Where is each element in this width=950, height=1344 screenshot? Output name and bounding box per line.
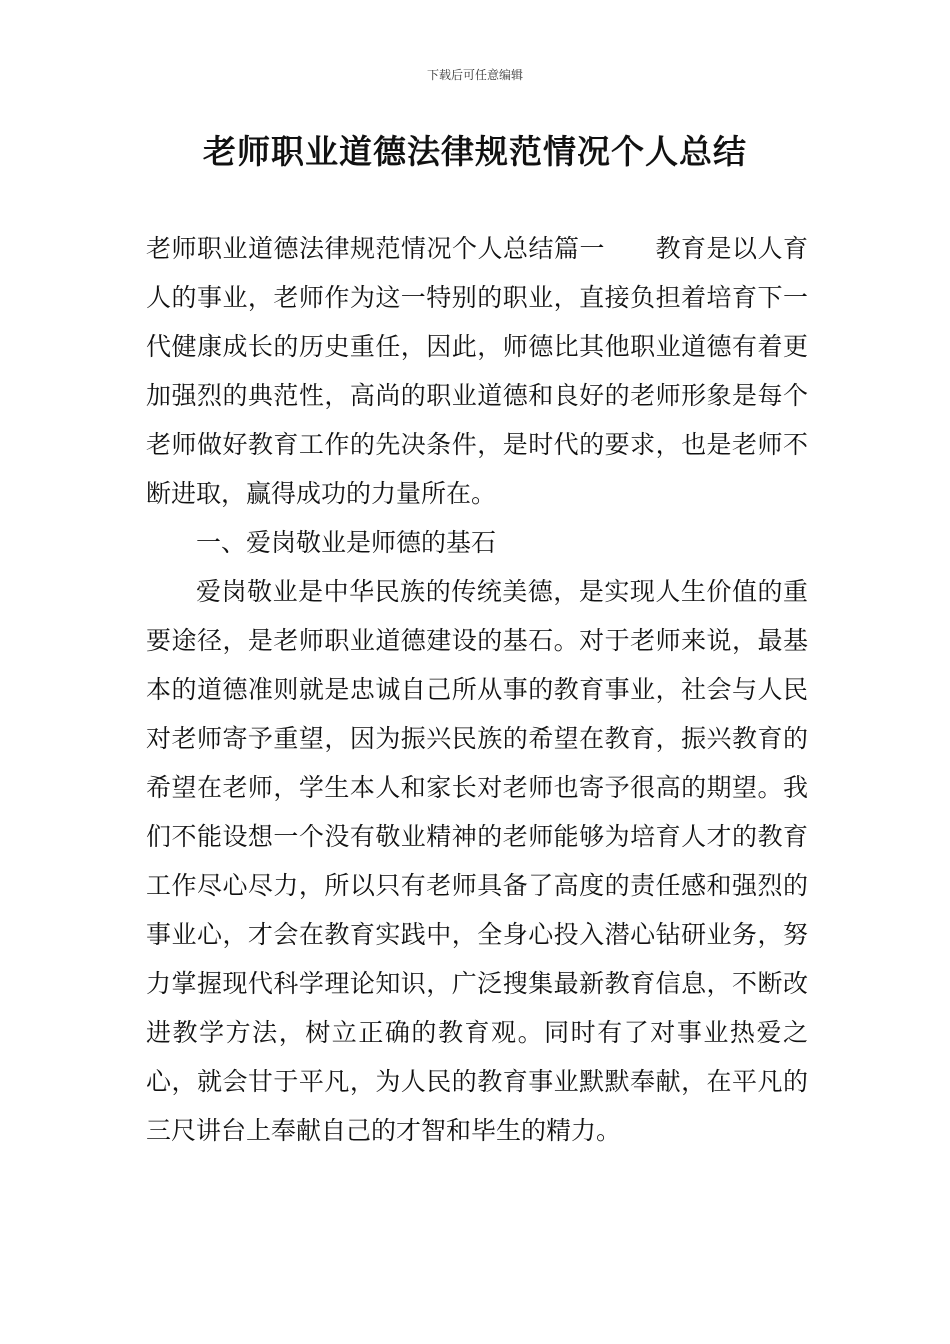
body-paragraph-1: 爱岗敬业是中华民族的传统美德，是实现人生价值的重要途径，是老师职业道德建设的基石。对于老师来说，最基本的道德准则就是忠诚自己所从事的教育事业，社会与人民对老师寄予重望，因为振兴民族的希望在教育，振兴教育的希望在老师，学生本人和家长对老师也寄予很高的期望。我们不能设想一个没有敬业精神的老师能够为培育人才的教育工作尽心尽力，所以只有老师具备了高度的责任感和强烈的事业心，才会在教育实践中，全身心投入潜心钻研业务，努力掌握现代科学理论知识，广泛搜集最新教育信息，不断改进教学方法，树立正确的教育观。同时有了对事业热爱之心，就会甘于平凡，为人民的教育事业默默奉献，在平凡的三尺讲台上奉献自己的才智和毕生的精力。 bbox=[146, 577, 808, 1145]
intro-text: 教育是以人育人的事业，老师作为这一特别的职业，直接负担着培育下一代健康成长的历史重任，因此，师德比其他职业道德有着更加强烈的典范性，高尚的职业道德和良好的老师形象是每个老师做好教育工作的先决条件，是时代的要求，也是老师不断进取，赢得成功的力量所在。 bbox=[146, 234, 808, 508]
header-note: 下载后可任意编辑 bbox=[426, 68, 523, 82]
section-heading: 一、爱岗敬业是师德的基石 bbox=[196, 528, 497, 557]
intro-lead: 老师职业道德法律规范情况个人总结篇一 bbox=[146, 234, 605, 263]
document-title: 老师职业道德法律规范情况个人总结 bbox=[203, 132, 747, 171]
document-body bbox=[146, 224, 808, 1155]
intro-paragraph bbox=[146, 224, 808, 518]
